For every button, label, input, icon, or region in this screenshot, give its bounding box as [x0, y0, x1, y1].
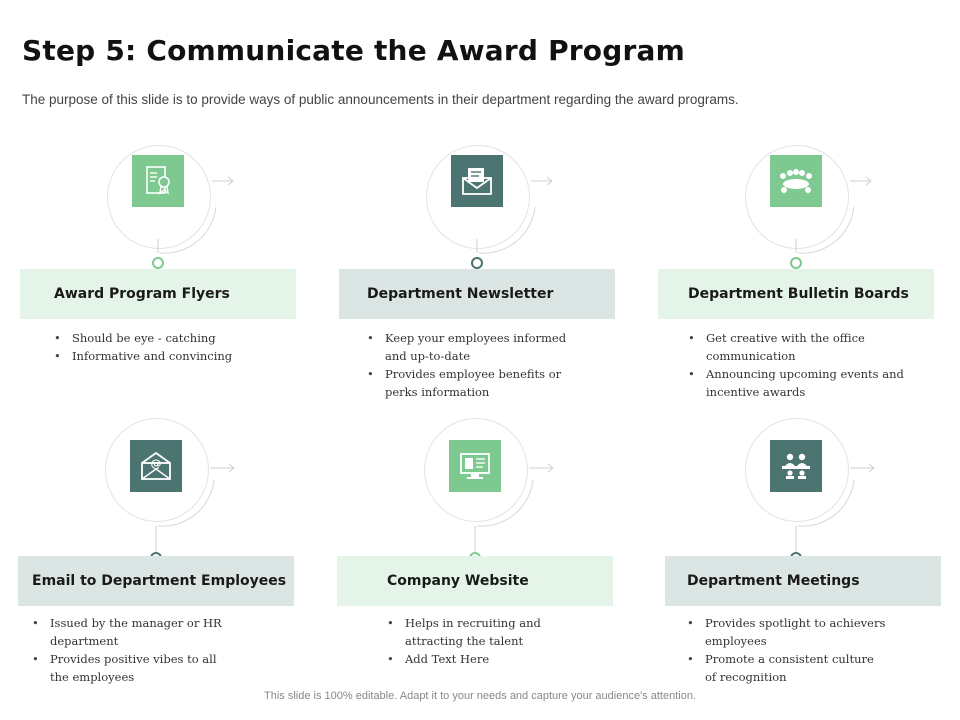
card-bullets	[54, 329, 274, 365]
bullet-item: • Promote a consistent culture of recognition	[687, 650, 887, 686]
slide-footer: This slide is 100% editable. Adapt it to your needs and capture your audience's attention.	[264, 690, 696, 702]
bullet-item: • Helps in recruiting and attracting the talent	[387, 614, 587, 650]
card-title: Award Program Flyers	[54, 286, 230, 302]
card-title: Department Newsletter	[367, 286, 554, 302]
slide-subtitle: The purpose of this slide is to provide ways of public announcements in their department regarding the award programs.	[22, 92, 739, 107]
connector-dot	[790, 257, 802, 269]
card-title: Company Website	[387, 573, 529, 589]
card-department-bulletin-boards	[658, 145, 934, 445]
card-header	[665, 556, 941, 606]
svg-text:@: @	[150, 457, 162, 470]
certificate-document-icon	[132, 155, 184, 207]
card-department-newsletter	[339, 145, 615, 445]
slide-title: Step 5: Communicate the Award Program	[22, 34, 685, 67]
card-award-program-flyers	[20, 145, 296, 445]
bullet-item: • Add Text Here	[387, 650, 587, 668]
bullet-item: • Provides employee benefits or perks information	[367, 365, 587, 401]
card-bullets	[32, 614, 232, 686]
team-meeting-icon	[770, 440, 822, 492]
card-company-website	[337, 418, 613, 718]
bullet-item: • Get creative with the office communication	[688, 329, 908, 365]
card-title: Department Bulletin Boards	[688, 286, 909, 302]
bullet-item: • Keep your employees informed and up-to-date	[367, 329, 587, 365]
bullet-item: • Informative and convincing	[54, 347, 274, 365]
bullet-item: • Provides positive vibes to all the employees	[32, 650, 232, 686]
bullet-item: • Should be eye - catching	[54, 329, 274, 347]
bullet-item: • Provides spotlight to achievers employees	[687, 614, 887, 650]
email-envelope-icon	[130, 440, 182, 492]
card-header	[339, 269, 615, 319]
card-bullets	[687, 614, 887, 686]
meeting-table-icon	[770, 155, 822, 207]
card-header	[18, 556, 294, 606]
card-title: Department Meetings	[687, 573, 860, 589]
card-title: Email to Department Employees	[32, 573, 287, 589]
card-header	[658, 269, 934, 319]
connector-dot	[152, 257, 164, 269]
card-bullets	[688, 329, 908, 401]
card-header	[337, 556, 613, 606]
newsletter-envelope-icon	[451, 155, 503, 207]
website-monitor-icon	[449, 440, 501, 492]
card-bullets	[387, 614, 587, 668]
bullet-item: • Issued by the manager or HR department	[32, 614, 232, 650]
bullet-item: • Announcing upcoming events and incentive awards	[688, 365, 908, 401]
card-email-to-department-employees	[18, 418, 294, 718]
card-bullets	[367, 329, 587, 401]
card-department-meetings	[665, 418, 941, 718]
card-header	[20, 269, 296, 319]
connector-dot	[471, 257, 483, 269]
